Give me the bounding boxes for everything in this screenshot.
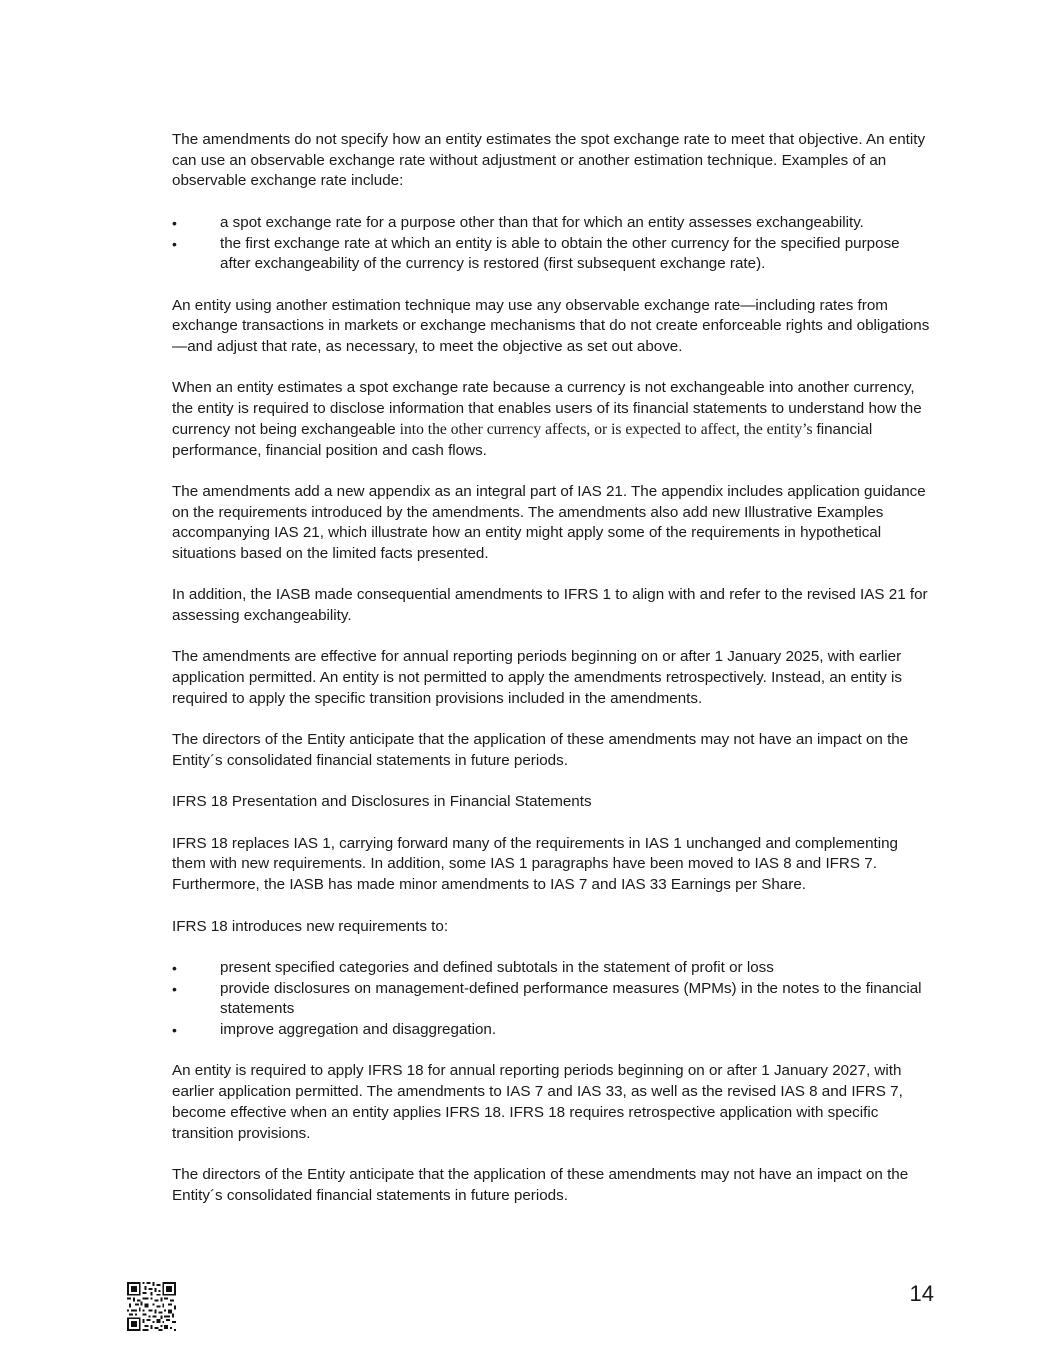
- list-item: • the first exchange rate at which an entity is able to obtain the other currency for the specified purpose after exchangeability of the currency is restored (first subsequent exchange rate).: [172, 234, 934, 275]
- paragraph-appendix: The amendments add a new appendix as an integral part of IAS 21. The appendix includes application guidance on the requirements introduced by the amendments. The amendments also add new Illustrative Examples accompanying IAS 21, which illustrate how an entity might apply some of the requirements in hypothetical situations based on the limited facts presented.: [172, 482, 926, 562]
- ifrs18-requirements-list: [172, 958, 934, 1041]
- list-item: • present specified categories and defined subtotals in the statement of profit or loss: [172, 958, 934, 979]
- paragraph-ifrs18-intro: IFRS 18 introduces new requirements to:: [172, 917, 449, 935]
- qr-code-icon: [127, 1282, 176, 1331]
- paragraph-estimation-technique: The amendments do not specify how an entity estimates the spot exchange rate to meet that objective. An entity can use an observable exchange rate without adjustment or another estimation technique. Examples of an observable exchange rate include:: [172, 131, 926, 190]
- list-item: • a spot exchange rate for a purpose other than that for which an entity assesses exchangeability.: [172, 213, 934, 234]
- disclosure-text-part-1: When an entity estimates a spot exchange rate because a currency is not exchangeable into another currency, the entity is required to disclose information that enables users of its financial statements to understand how the currency not being exchangeable: [172, 379, 922, 438]
- disclosure-text-part-3: financial performance, financial position and cash flows.: [172, 420, 873, 459]
- observable-rate-examples-list: [172, 213, 934, 275]
- section-heading-ifrs18: IFRS 18 Presentation and Disclosures in Financial Statements: [172, 793, 592, 811]
- paragraph-other-technique: An entity using another estimation technique may use any observable exchange rate—including rates from exchange transactions in markets or exchange mechanisms that do not create enforceable rights and obligations—and adjust that rate, as necessary, to meet the objective as set out above.: [172, 296, 930, 355]
- list-item: • provide disclosures on management-defined performance measures (MPMs) in the notes to the financial statements: [172, 979, 934, 1020]
- page-content: [172, 130, 934, 1227]
- page-number: 14: [909, 1281, 934, 1306]
- paragraph-ifrs18-replaces: IFRS 18 replaces IAS 1, carrying forward many of the requirements in IAS 1 unchanged and complementing them with new requirements. In addition, some IAS 1 paragraphs have been moved to IAS 8 and IFRS 7. Furthermore, the IASB has made minor amendments to IAS 7 and IAS 33 Earnings per Share.: [172, 834, 899, 894]
- paragraph-effective-date: The amendments are effective for annual reporting periods beginning on or after 1 January 2025, with earlier application permitted. An entity is not permitted to apply the amendments retrospectively. Instead, an entity is required to apply the specific transition provisions included in the amendments.: [172, 648, 902, 707]
- paragraph-directors-ifrs18: The directors of the Entity anticipate that the application of these amendments may not have an impact on the Entity´s consolidated financial statements in future periods.: [172, 1165, 909, 1204]
- paragraph-ifrs18-effective: An entity is required to apply IFRS 18 for annual reporting periods beginning on or after 1 January 2027, with earlier application permitted. The amendments to IAS 7 and IAS 33, as well as the revised IAS 8 and IFRS 7, become effective when an entity applies IFRS 18. IFRS 18 requires retrospective application with specific transition provisions.: [172, 1062, 903, 1142]
- paragraph-disclosure: [172, 378, 934, 461]
- disclosure-text-part-2: into the other currency affects, or is expected to affect, the entity’s: [395, 420, 817, 438]
- paragraph-directors-ias21: The directors of the Entity anticipate that the application of these amendments may not have an impact on the Entity´s consolidated financial statements in future periods.: [172, 731, 909, 769]
- list-item: • improve aggregation and disaggregation.: [172, 1020, 934, 1041]
- paragraph-ifrs1: In addition, the IASB made consequential amendments to IFRS 1 to align with and refer to the revised IAS 21 for assessing exchangeability.: [172, 586, 928, 625]
